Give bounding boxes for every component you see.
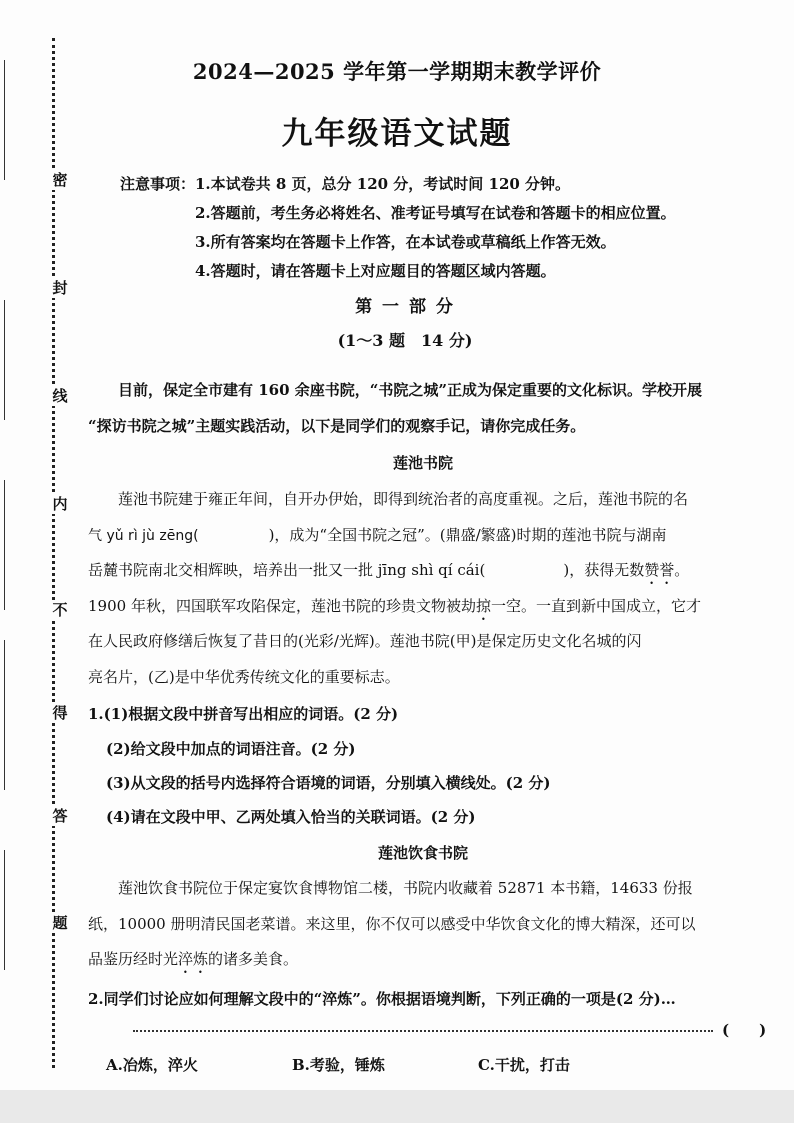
section-heading: 莲池书院 bbox=[392, 454, 453, 472]
question-1-3: (3)从文段的括号内选择符合语境的词语，分别填入横线处。(2 分) bbox=[106, 774, 551, 792]
exam-title: 九年级语文试题 bbox=[281, 116, 513, 152]
dotted-word: 赞誉 bbox=[644, 561, 675, 579]
pinyin-prompt: 气 yǔ rì jù zēng( bbox=[88, 527, 199, 544]
note-item: 2.答题前，考生务必将姓名、准考证号填写在试卷和答题卡的相应位置。 bbox=[195, 204, 676, 222]
text-line: 亮名片，(乙)是中华优秀传统文化的重要标志。 bbox=[88, 667, 400, 686]
seal-char: 密 bbox=[49, 170, 71, 190]
text-line bbox=[88, 553, 768, 589]
term-title: 2024—2025 学年第一学期期末教学评价 bbox=[192, 59, 602, 84]
part-subtitle: (1～3 题 14 分) bbox=[337, 331, 473, 350]
section-heading: 莲池饮食书院 bbox=[377, 844, 468, 862]
text-fragment: 岳麓书院南北交相辉映，培养出一批又一批 jīng shì qí cái( bbox=[88, 561, 486, 579]
page-bottom-gutter bbox=[0, 1090, 794, 1123]
text-fragment: 的诸多美食。 bbox=[208, 950, 299, 968]
option-a: A.冶炼，淬火 bbox=[106, 1056, 198, 1074]
binding-field-line bbox=[4, 300, 7, 420]
text-line: 纸，10000 册明清民国老菜谱。来这里，你不仅可以感受中华饮食文化的博大精深，还可以 bbox=[88, 914, 696, 933]
seal-char: 线 bbox=[49, 386, 71, 406]
seal-char: 答 bbox=[49, 806, 71, 826]
question-1: 1.(1)根据文段中拼音写出相应的词语。(2 分) bbox=[88, 705, 399, 723]
leader-dots bbox=[133, 1020, 713, 1032]
seal-char: 内 bbox=[49, 494, 71, 514]
seal-char: 得 bbox=[49, 703, 71, 723]
answer-paren: ( ) bbox=[722, 1021, 767, 1039]
intro-line: “探访书院之城”主题实践活动，以下是同学们的观察手记，请你完成任务。 bbox=[88, 416, 586, 435]
binding-field-line bbox=[4, 640, 7, 790]
text-line: 莲池书院建于雍正年间，自开办伊始，即得到统治者的高度重视。之后，莲池书院的名 bbox=[118, 490, 689, 508]
text-line bbox=[88, 518, 768, 554]
note-item: 3.所有答案均在答题卡上作答，在本试卷或草稿纸上作答无效。 bbox=[195, 233, 616, 251]
seal-char: 封 bbox=[49, 278, 71, 298]
section2-text bbox=[88, 871, 768, 978]
note-item: 4.答题时，请在答题卡上对应题目的答题区域内答题。 bbox=[195, 262, 556, 280]
text-fragment: )，获得无数 bbox=[563, 561, 645, 579]
dotted-word: 淬炼 bbox=[178, 950, 209, 968]
text-fragment: 。 bbox=[674, 561, 690, 579]
question-2: 2.同学们讨论应如何理解文段中的“淬炼”。你根据语境判断，下列正确的一项是(2 分)… bbox=[88, 990, 676, 1008]
intro-paragraph bbox=[88, 373, 768, 444]
text-line: 在人民政府修缮后恢复了昔日的(光彩/光辉)。莲池书院(甲)是保定历史文化名城的闪 bbox=[88, 632, 642, 650]
seal-char: 不 bbox=[49, 600, 71, 620]
option-c: C.干扰，打击 bbox=[478, 1056, 570, 1074]
binding-field-line bbox=[4, 480, 7, 610]
note-item: 1.本试卷共 8 页，总分 120 分，考试时间 120 分钟。 bbox=[195, 175, 571, 193]
text-line bbox=[88, 589, 768, 625]
notes-label: 注意事项： bbox=[120, 175, 196, 193]
seal-char: 题 bbox=[49, 913, 71, 933]
text-line: 莲池饮食书院位于保定宴饮食博物馆二楼，书院内收藏着 52871 本书籍，14633 份报 bbox=[118, 879, 693, 897]
question-1-2: (2)给文段中加点的词语注音。(2 分) bbox=[106, 740, 356, 758]
dotted-word: 掠 bbox=[475, 596, 491, 615]
section1-text bbox=[88, 482, 768, 695]
text-line bbox=[88, 942, 768, 978]
option-b: B.考验，锤炼 bbox=[292, 1056, 385, 1074]
text-fragment: 1900 年秋，四国联军攻陷保定，莲池书院的珍贵文物被劫 bbox=[88, 596, 476, 615]
intro-line: 目前，保定全市建有 160 余座书院，“书院之城”正成为保定重要的文化标识。学校开展 bbox=[118, 381, 703, 399]
text-fragment: 品鉴历经时光 bbox=[88, 950, 179, 968]
text-fragment: 一空。一直到新中国成立，它才 bbox=[490, 596, 701, 615]
text-fragment: )，成为“全国书院之冠”。(鼎盛/繁盛)时期的莲池书院与湖南 bbox=[268, 525, 667, 544]
binding-field-line bbox=[4, 850, 7, 970]
exam-notes bbox=[120, 170, 676, 286]
question-1-4: (4)请在文段中甲、乙两处填入恰当的关联词语。(2 分) bbox=[106, 808, 476, 826]
part-title: 第 一 部 分 bbox=[355, 297, 455, 317]
